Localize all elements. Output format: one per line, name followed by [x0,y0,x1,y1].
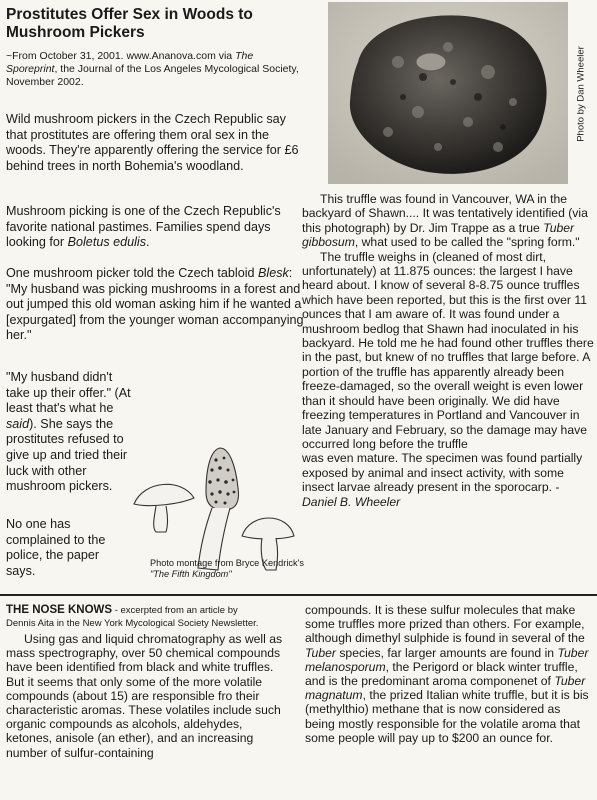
nose-heading: THE NOSE KNOWS - excerpted from an article by [6,604,238,616]
truffle-paragraph-2: The truffle weighs in (cleaned of most dirt, unfortunately) at 11.875 ounces: the largest I have heard about. I know of several 8-8.75 ounce truffles which have been reported, but this is the first over 11 ounces that I am aware of. It was found under a mushroom bedlog that Shawn had inoculated in his backyard. He told me he had found other truffles there in the past, but knew of no truffles that large before. A portion of the truffle has apparently already been freeze-damaged, so the overall weight is even lower than it should have been originally. We did have freezing temperatures in Portland and Vancouver in late January and February, so the damage may have occurred long before the truffle [302,249,594,451]
article-paragraph-2: Mushroom picking is one of the Czech Republic's favorite national pastimes. Families spend days looking for Boletus edulis. [6,204,281,250]
nose-paragraph-2: compounds. It is these sulfur molecules that make some truffles more prized than others. For example, although dimethyl sulphide is found in several of the Tuber species, far larger amounts are found in Tuber melanosporum, the Perigord or black winter truffle, and is the predominant aroma componenet of Tuber magnatum, the prized Italian white truffle, but it is bis (methylthio) methane that is now considered as being mostly responsible for the volatile aroma that some people will pay up to $200 an ounce for. [305,603,589,745]
truffle-paragraph-3: was even mature. The specimen was found partially exposed by animal and insect activity, with some insect larvae already present in the sporocarp. - Daniel B. Wheeler [302,451,583,509]
nose-byline: Dennis Aita in the New York Mycological Society Newsletter. [6,618,259,629]
article-paragraph-5: No one has complained to the police, the paper says. [6,517,106,578]
article-paragraph-3: One mushroom picker told the Czech tabloid Blesk: "My husband was picking mushrooms in a forest and out jumped this old woman asking him if he wanted a [expurgated] from the younger woman accompanying her." [6,266,304,343]
nose-article [6,600,288,760]
mushroom-montage [130,440,298,576]
nose-article-continued [305,603,593,745]
section-divider [0,594,597,596]
photo-credit: Photo by Dan Wheeler [575,46,587,142]
article-paragraph-4: "My husband didn't take up their offer." (At least that's what he said). She says the prostitutes refused to give up and tried their luck with other mushroom pickers. [6,370,131,494]
truffle-paragraph-1: This truffle was found in Vancouver, WA in the backyard of Shawn.... It was tentatively identified (via this photograph) by Dr. Jim Trappe as a true Tuber gibbosum, what used to be called the "spring form." [302,192,588,250]
truffle-article [302,192,594,509]
truffle-illustration [328,2,568,184]
montage-caption: Photo montage from Bryce Kendrick's "The Fifth Kingdom" [150,558,304,579]
truffle-photo [328,2,568,184]
article-source: ~From October 31, 2001. www.Ananova.com via The Sporeprint, the Journal of the Los Angeles Mycological Society, November 2002. [6,50,299,88]
nose-paragraph-1: Using gas and liquid chromatography as well as mass spectrography, over 50 chemical compounds have been identified from black and white truffles. But it seems that only some of the more volatile compounds (about 15) are responsible fro their characteristic aromas. These volatiles include such organic compounds as alcohols, aldehydes, ketones, anisole (an ether), and an increasing number of sulfur-containing [6,632,283,760]
mushroom-drawing [130,440,298,576]
article-title: Prostitutes Offer Sex in Woods to Mushroom Pickers [6,6,253,41]
article-paragraph-1: Wild mushroom pickers in the Czech Republic say that prostitutes are offering them oral sex in the woods. They're apparently offering the service for £6 behind trees in north Bohemia's woodland. [6,112,299,173]
